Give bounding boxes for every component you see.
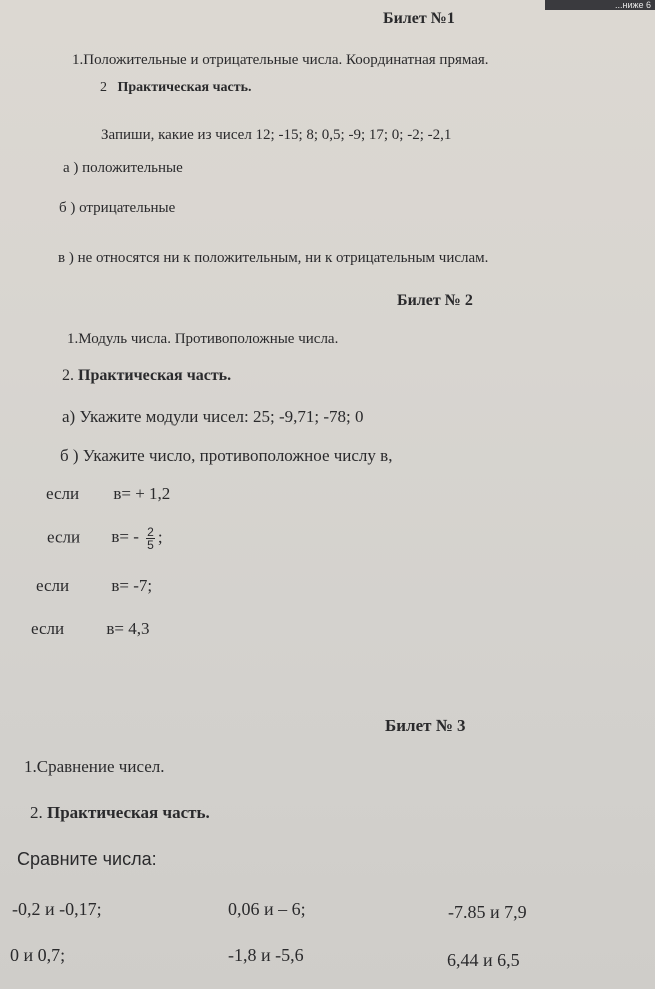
ticket2-condition-4 [31, 619, 149, 639]
ticket2-practical-heading [62, 367, 231, 385]
condition-if-label: если [46, 484, 80, 503]
ticket1-practical-num: 2 [100, 80, 107, 95]
ticket1-option-a: а ) положительные [63, 160, 183, 176]
ticket2-practical-num: 2. [62, 367, 74, 384]
ticket1-title: Билет №1 [383, 10, 455, 27]
ticket1-practical-heading [100, 80, 252, 96]
condition-expression-suffix: ; [157, 527, 163, 547]
ticket2-task-a: а) Укажите модули чисел: 25; -9,71; -78; 0 [62, 407, 364, 426]
ticket2-task-b: б ) Укажите число, противоположное числу в, [60, 446, 393, 465]
compare-pair-2: 0,06 и – 6; [228, 899, 306, 919]
ticket1-option-c: в ) не относятся ни к положительным, ни к отрицательным числам. [58, 250, 489, 266]
ticket1-question1: 1.Положительные и отрицательные числа. Координатная прямая. [72, 52, 489, 68]
ticket1-task: Запиши, какие из чисел 12; -15; 8; 0,5; -9; 17; 0; -2; -2,1 [101, 127, 452, 143]
fraction-numerator: 2 [147, 525, 154, 539]
condition-if-label: если [47, 527, 81, 547]
fraction-denominator: 5 [147, 538, 154, 552]
ticket3-question1: 1.Сравнение чисел. [24, 757, 165, 776]
ticket2-condition-1 [46, 484, 170, 504]
compare-pair-4: 0 и 0,7; [10, 945, 66, 965]
fraction [146, 526, 155, 551]
ticket1-practical-label: Практическая часть. [117, 80, 252, 95]
page-corner-label: ...ниже 6 [545, 0, 655, 10]
ticket1-option-b: б ) отрицательные [59, 200, 176, 216]
condition-expression: в= 4,3 [106, 619, 150, 638]
ticket3-compare-label: Сравните числа: [17, 849, 157, 869]
condition-expression-prefix: в= - [111, 527, 139, 547]
ticket3-title: Билет № 3 [385, 716, 466, 735]
ticket2-practical-label: Практическая часть. [78, 367, 232, 384]
compare-pair-5: -1,8 и -5,6 [228, 945, 304, 965]
ticket3-practical-heading [30, 803, 210, 823]
ticket2-question1: 1.Модуль числа. Противоположные числа. [67, 331, 339, 347]
compare-pair-1: -0,2 и -0,17; [12, 899, 102, 919]
condition-if-label: если [36, 576, 70, 595]
condition-expression: в= + 1,2 [113, 484, 171, 503]
ticket2-condition-3 [36, 576, 152, 596]
compare-pair-3: -7.85 и 7,9 [448, 902, 527, 922]
ticket3-practical-label: Практическая часть. [47, 803, 210, 822]
ticket2-title: Билет № 2 [397, 292, 473, 309]
condition-expression: в= -7; [111, 576, 153, 595]
condition-if-label: если [31, 619, 65, 638]
compare-pair-6: 6,44 и 6,5 [447, 950, 520, 970]
ticket3-practical-num: 2. [30, 803, 43, 822]
ticket2-condition-2 [47, 526, 163, 551]
